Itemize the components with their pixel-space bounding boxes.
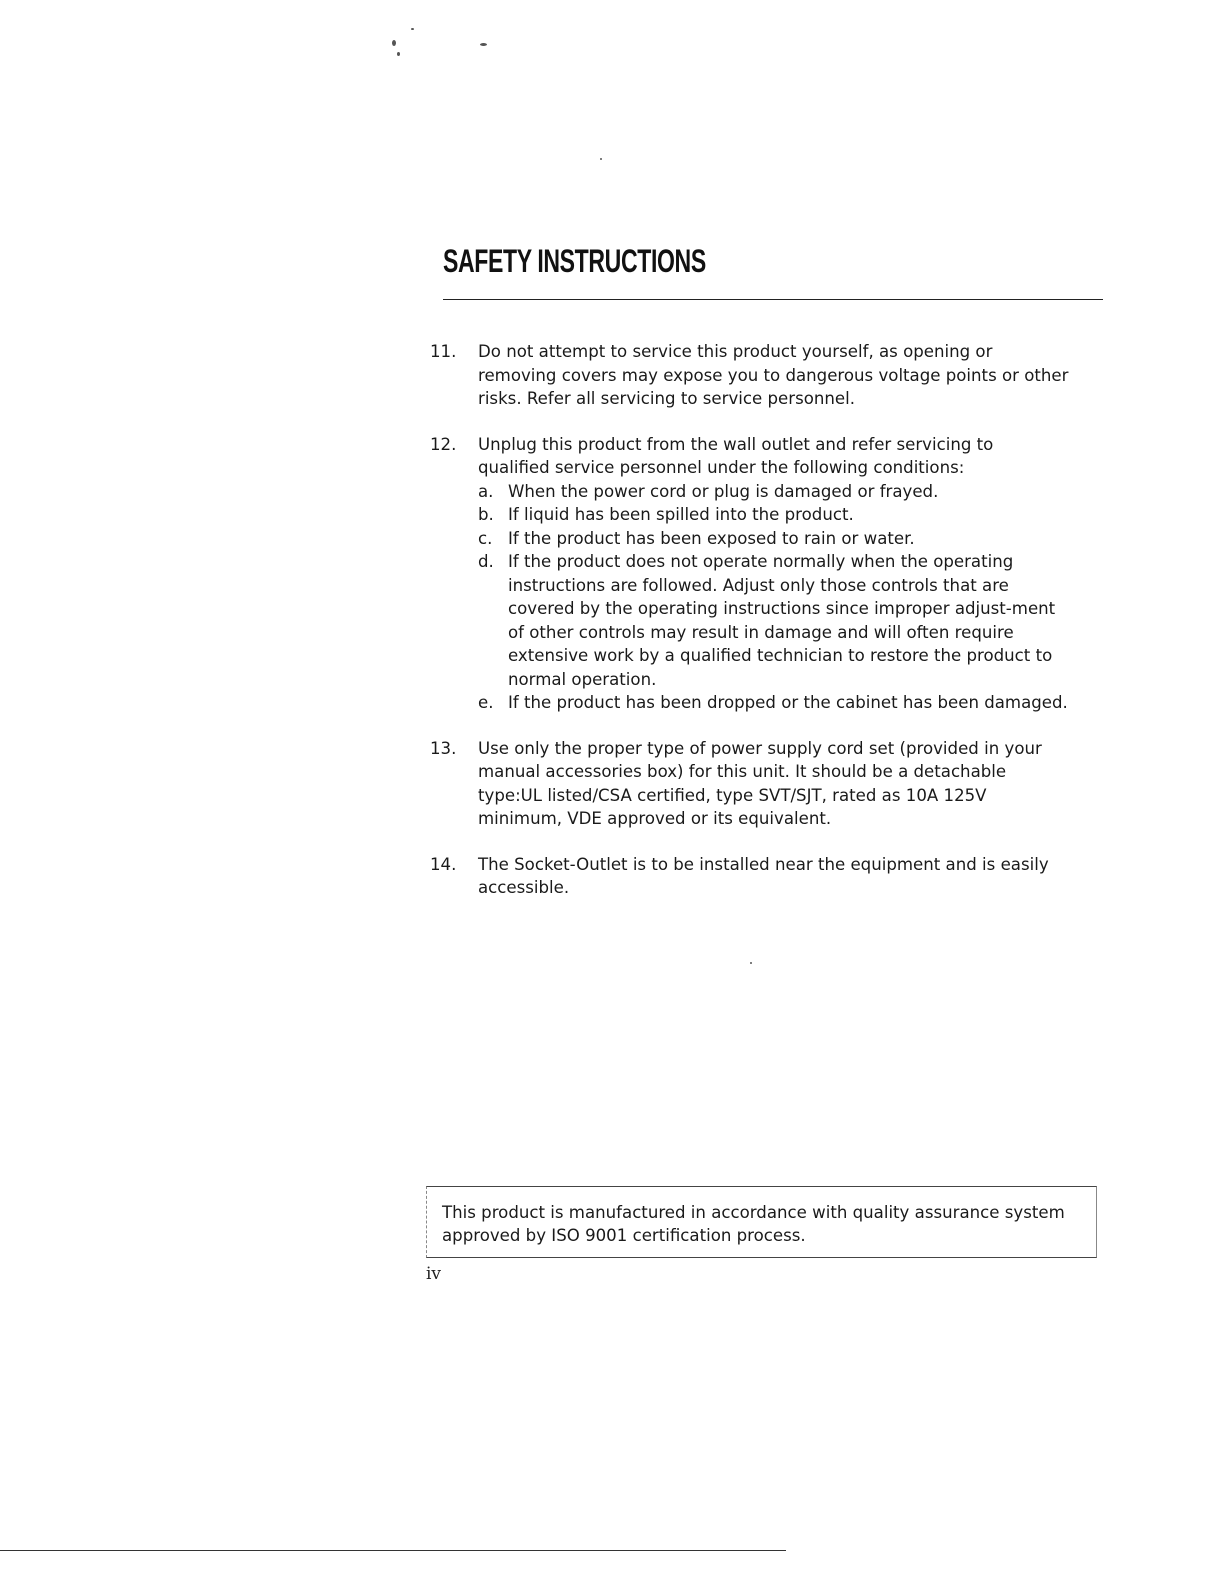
sub-item-a <box>478 480 1070 504</box>
scan-speck <box>480 43 487 46</box>
scan-edge-line <box>0 1550 786 1551</box>
title-rule <box>443 299 1103 300</box>
item-text: Unplug this product from the wall outlet and refer servicing to qualified service personnel under the following conditions: <box>478 434 994 477</box>
item-text: Use only the proper type of power supply cord set (provided in your manual accessories box) for this unit. It should be a detachable type:UL listed/CSA certified, type SVT/SJT, rated as 10A 125V minimum, VDE approved or its equivalent. <box>478 738 1042 828</box>
scan-speck <box>411 28 414 30</box>
sub-item-e <box>478 691 1070 715</box>
sub-item-c <box>478 527 1070 551</box>
sub-text: If liquid has been spilled into the product. <box>508 505 854 524</box>
sub-list <box>478 480 1070 715</box>
sub-item-d <box>478 550 1070 691</box>
instruction-item-11 <box>430 340 1070 411</box>
sub-letter: c. <box>478 528 493 548</box>
sub-text: If the product does not operate normally when the operating instructions are followed. Adjust only those controls that are covered by the operating instructions since improper adjust-ment of other controls may result in damage and will often require extensive work by a qualified technician to restore the product to normal operation. <box>508 552 1056 689</box>
sub-letter: b. <box>478 505 494 524</box>
instruction-item-12 <box>430 433 1070 715</box>
sub-text: If the product has been exposed to rain or water. <box>508 528 915 548</box>
sub-text: When the power cord or plug is damaged or frayed. <box>508 481 939 501</box>
item-number: 13. <box>430 738 457 758</box>
item-number: 11. <box>430 342 457 361</box>
sub-letter: e. <box>478 693 494 712</box>
sub-item-b <box>478 503 1070 527</box>
scan-speck <box>392 40 396 46</box>
item-text: The Socket-Outlet is to be installed near the equipment and is easily accessible. <box>478 854 1049 897</box>
scan-speck <box>600 158 602 160</box>
sub-text: If the product has been dropped or the cabinet has been damaged. <box>508 693 1068 712</box>
item-number: 14. <box>430 854 457 874</box>
page-title: SAFETY INSTRUCTIONS <box>443 243 706 279</box>
sub-letter: d. <box>478 552 494 571</box>
instruction-item-13 <box>430 737 1070 831</box>
item-text: Do not attempt to service this product yourself, as opening or removing covers may expose you to dangerous voltage points or other risks. Refer all servicing to service personnel. <box>478 342 1069 408</box>
page-number: iv <box>426 1264 442 1284</box>
instruction-list <box>430 340 1070 922</box>
scan-speck <box>397 52 400 56</box>
instruction-item-14 <box>430 853 1070 900</box>
iso-notice-box: This product is manufactured in accordance with quality assurance system approved by ISO 9001 certification process. <box>426 1186 1097 1258</box>
scan-speck <box>750 962 752 964</box>
sub-letter: a. <box>478 481 494 501</box>
item-number: 12. <box>430 434 457 454</box>
